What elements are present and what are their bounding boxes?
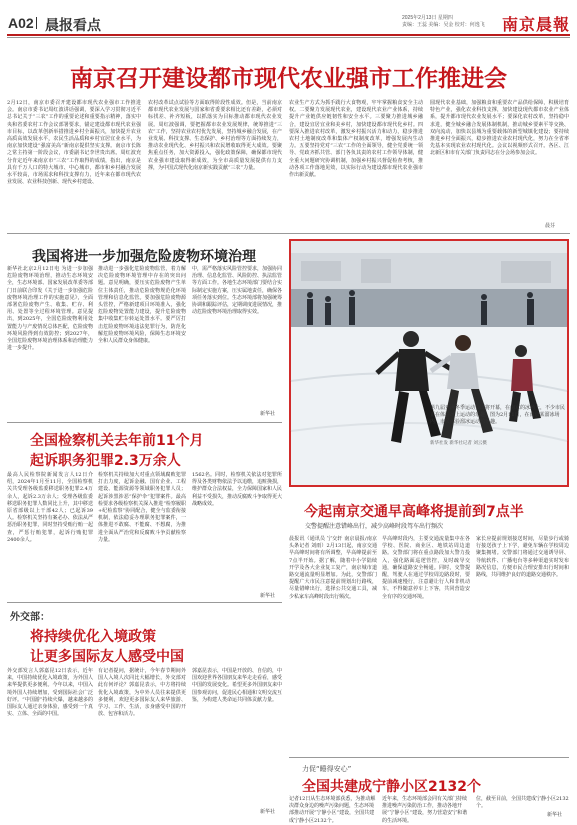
story4-column-3: 郭嘉昆表示，中国是开放的、自信的，中国欢迎世界各国朋友来华走走看看，感受中国的发展变化。希望更多外国朋友来中国参观访问，促进民心相通和文明交流互鉴，为构建人类命运共同体贡献力量。 (192, 668, 283, 703)
story5-kicker: 力促“睡得安心” (302, 765, 352, 773)
news-photo (289, 239, 569, 487)
story2-author: 新华社 (260, 593, 276, 599)
story3-column-3: 家长应提前规划接送时间，尽量步行或骑行接送孩子上下学，避免车辆在学校周边聚集拥堵。交警部门将通过交通诱导屏、导航软件、广播电台等多种渠道实时发布路况信息，方便市民合理安排出行时间和路线，共同维护良好的道路交通秩序。 (476, 536, 569, 579)
story2-headline-top: 全国检察机关去年前11个月 (30, 433, 204, 449)
story3-headline: 今起南京交通早高峰将提前到7点半 (304, 504, 524, 520)
story5-column-3: 位，截至目前，全国共建成宁静小区2132个。 (476, 796, 569, 810)
section-divider-4 (289, 757, 569, 758)
section-divider-3 (7, 602, 282, 603)
story4-column-1: 外交部发言人郭嘉昆12日表示，近年来，中国持续优化入境政策，为外国人来华提供更多便利。今年以来，中国入境外国人持续增加，受到国际社会广泛好评。“中国游”持续火爆，越来越多的国际友人通过亲身体验，感受到一个真实、立体、全面的中国。 (7, 668, 93, 718)
story1-headline: 我国将进一步加强危险废物环境治理 (32, 249, 256, 265)
section-divider-2 (7, 422, 282, 423)
photo-credit: 新华社发 新华社记者 刘云摄 (430, 441, 487, 446)
story5-column-1: 记者12日从生态环境部获悉，为推动解决群众身边的噪声污染问题，生态环境部推动开展“宁静小区”建设，全国共建成宁静小区2132个。 (289, 796, 376, 824)
story4-headline-middle: 将持续优化入境政策 (30, 629, 156, 645)
header-rule (7, 34, 570, 36)
lead-column-3: 农业生产方式为抓手践行大食物观，牢牢掌握粮食安全主动权。二要聚力发展现代农业，建设现代农业产业体系，持续提升产业链供应链韧性和安全水平。三要聚力推进城乡融合，建设宜居宜业和美乡村，加快建设都市现代化乡村。四要深入推进农村改革，激发乡村振兴活力和动力，稳步推进农村土地制度改革和集体产权制度改革，增强发展内生动力。五要坚持党对“三农”工作的全面领导，健全党委统一领导、党政齐抓共管、部门各负其责的农村工作领导体制，健全重大问题研究协调机制，加强乡村振兴督促检查考核，推动各项工作落地见效，以实际行动为建设都市现代农业强市作出新贡献。 (289, 100, 423, 179)
story1-column-3: 中，需严格落实风险管控要求，加强协同治理、信息化监管、风险防控、执法监管等方面工作。各地生态环境部门要结合实际制定实施方案，压实属地责任，确保各项任务落实到位。生态环境部将加强统筹协调和跟踪评估，定期调度进展情况，推动危险废物环境治理取得实效。 (192, 266, 283, 316)
lead-author: 晨芬 (545, 223, 556, 229)
page-number: A02 (8, 15, 34, 31)
lead-headline: 南京召开建设都市现代农业强市工作推进会 (70, 66, 507, 92)
story1-column-1: 新华社北京2月12日电 为进一步加强危险废物环境治理，推动生态环境安全，生态环境部、国家发展改革委等部门日前联合印发《关于进一步加强危险废物环境治理工作的实施意见》，全面部署危险废物产生、收集、贮存、利用、处置等全过程环境管理。意见提出，到2025年，全国危险废物利用处置能力与产废情况总体匹配，危险废物环境风险得到有效防控；到2027年，全国危险废物环境治理体系和治理能力进一步提升。 (7, 266, 93, 352)
issue-date: 2025年2月13日 星期四 (402, 15, 453, 21)
story5-author: 新华社 (547, 812, 563, 818)
page-header (0, 0, 577, 36)
ice-rink-photo (291, 241, 567, 485)
story5-column-2: 近年来，生态环境部会同有关部门持续推进噪声污染防治工作，推动各地开展“宁静小区”建设，努力营造安宁和谐的生活环境。 (382, 796, 468, 824)
story5-headline: 全国共建成宁静小区2132个 (302, 779, 481, 795)
story1-column-2: 推动进一步强化危险废物监管，着力解决危险废物环境管理中存在的突出问题。意见明确，要压实危险废物产生单位主体责任，推动危险废物规范化环境管理和信息化监管。要加强危险废物源头管控，严格新建项目环境准入，强化危险废物处置能力建设，提升危险废物集中收集贮存转运处置水平。要严厉打击危险废物环境违法犯罪行为，防范化解危险废物环境风险，保障生态环境安全和人民群众身体健康。 (98, 266, 186, 345)
newspaper-logo: 南京晨報 (502, 15, 571, 34)
story3-column-2: 早高峰时段内，主要交通流量集中在各学校、医院、商业区、地铁站周边道路。交警部门将在重点路段加大警力投入，强化路面巡逻管控，及时疏导交通，确保道路安全畅通。同时，交警提醒，驾驶人在通过学校周边路段时，要提前减速慢行，注意避让行人和非机动车，不得随意停车上下客，共同营造安全有序的交通环境。 (382, 536, 470, 600)
photo-caption: 第九届亚洲冬季运动会即将开幕，在南京的冰场上，不少市民正在体验冰上运动的乐趣。图为2月11日，在南京某溜冰场内，市民体验溜冰运动的乐趣。 (430, 405, 566, 425)
header-meta (402, 15, 502, 29)
editor-credits: 责编：王蕊 美编：吴金 校对：何逸飞 (402, 22, 485, 28)
header-rule-thin (7, 37, 570, 38)
story1-author: 新华社 (260, 411, 276, 417)
story4-headline-bottom: 让更多国际友人感受中国 (30, 649, 184, 665)
story2-column-2: 检察机关持续加大对重点领域腐败犯罪打击力度，起诉金融、国有企业、工程建设、能源资源等领域职务犯罪人员；起诉涉黑涉恶“保护伞”犯罪案件。最高检要求各级检察机关深入推进“检察履职+纪检监察”协同配合，健全与监委衔接机制，依法稳妥办理职务犯罪案件，一体推进不敢腐、不能腐、不想腐，为推进全面从严治党和反腐败斗争贡献检察力量。 (98, 472, 186, 543)
header-divider (36, 17, 37, 29)
story2-headline-bottom: 起诉职务犯罪2.3万余人 (30, 453, 181, 469)
story3-column-1: 晨报讯（通讯员 宁交轩 南京晨报/南京头条记者 刘雨）2月13日起，南京交通早高峰时间将有所调整，早高峰提前至7点半开始。据了解，随着中小学陆续开学及各大企业复工复产，南京城市道路交通流量明显增加。为此，交警部门提醒广大市民注意提前规划出行路线，尽量错峰出行，选择公共交通工具，减少私家车高峰时段出行频次。 (289, 536, 377, 600)
lead-column-4: 圆现代农业基础，加强粮食和重要农产品供给保障，积极培育特色产业，强化农业科技支撑，加快建设现代都市农业产业体系，提升都市现代农业发展水平；要深化农村改革，坚持稳中求进，健全城乡融合发展体制机制，推动城乡要素平等交换、双向流动，加快以县城为重要载体的新型城镇化建设；要持续推进乡村全面振兴，稳步推进农业农村现代化，努力在全省率先基本实现农业农村现代化。会议以视频形式召开。各区、江北新区和市有关部门负责同志在分会场参加会议。 (430, 100, 569, 157)
story4-author: 新华社 (260, 809, 276, 815)
story2-column-1: 最高人民检察院新闻发言人12日介绍，2024年1月至11月，全国检察机关共受理各级监委移送职务犯罪2.4万余人，起诉2.3万余人；受理各级监委移送职务犯罪人数同比上升，其中移送原省部级以上干部42人；已起诉39人。检察机关坚持有案必办、依法从严惩治职务犯罪，同时坚持受贿行贿一起查，严惩行贿犯罪，起诉行贿犯罪2400余人。 (7, 472, 93, 543)
lead-column-1: 2月12日，南京市委召开建设都市现代农业强市工作推进会。南京市委书记周红波讲话强调，要深入学习贯彻习近平总书记关于“三农”工作的重要论述和重要指示精神，落实中央和省委农村工作会议部署要求，锚定建设都市现代农业强市目标，以改革创新举措推进乡村全面振兴，加快提升农业高质高效发展水平，农民生活品质和乡村宜居宜业水平，为南京加快建设“强富美高”新南京提供坚实支撑。南京市长陈之常主持第一阶段会议，市委副书记李世贵出席。周红波充分肯定近年来南京市“三农”工作取得的成绩，指出，南京是具有千万人口的特大城市、中心城市，都市和乡村融合发展水平较高，市场需求和科技支撑有力，近年来在都市现代农业发展、农业科技创新、现代乡村建设、 (7, 100, 141, 186)
story3-subhead: 交警提醒注意错峰出行，减少高峰时段驾车出行频次 (305, 523, 444, 530)
section-divider-1 (7, 233, 570, 234)
story4-kicker: 外交部： (10, 612, 50, 623)
story4-column-2: 有记者提问，据统计，今年春节期间外国人入境人次同比大幅增长，外交部对此有何评论？郭嘉昆表示，中方将持续优化入境政策，为中外人员往来提供更多便利，欢迎更多国际友人来华旅游、学习、工作、生活，亲身感受中国的开放、包容和活力。 (98, 668, 186, 718)
story2-column-3: 1562名。同时，检察机关依法对犯罪所得及各类财物依法予以追缴，追赃挽损，维护群众合法权益，全力保障国家和人民利益不受损失，推动反腐败斗争取得更大战略成效。 (192, 472, 283, 507)
lead-column-2: 农村改革试点试验等方面取得阶段性成效。但是，当前南京都市现代农业发展与国家和省委要求相比还有差距，必须对标找差、补齐短板，以抓落实为目标推动都市现代农业发展。周红波强调，要把握都市农业发展规律，统筹推进“三农”工作，坚持农业农村优先发展，坚持城乡融合发展，在产业发展、科技支撑、生态保护、乡村治理等方面持续发力，推动农业现代化、乡村振兴和农民增收取得更大成效。要聚焦重点任务，加大资源投入，强化政策保障，确保都市现代农业强市建设取得新成效，为全市高质量发展提供有力支撑，为中国式现代化南京新实践贡献“三农”力量。 (148, 100, 282, 171)
section-title: 晨报看点 (45, 17, 101, 33)
